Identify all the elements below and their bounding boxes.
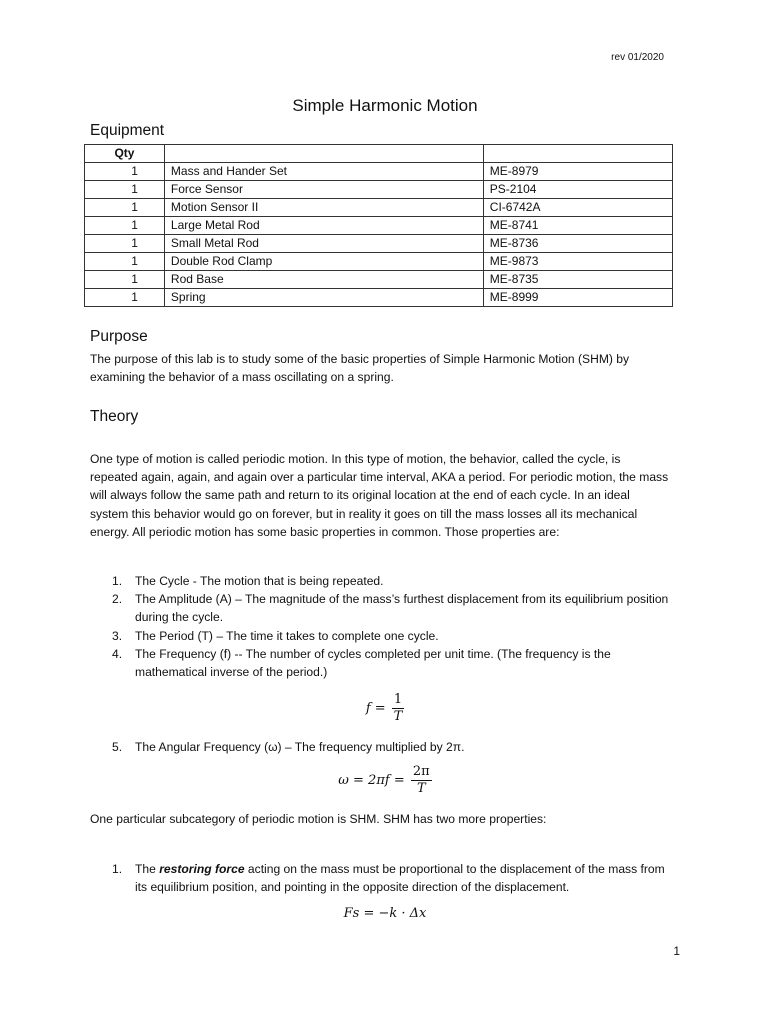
shm-properties-list xyxy=(90,860,670,896)
table-row xyxy=(85,271,673,289)
list-text: The Amplitude (A) – The magnitude of the mass’s furthest displacement from its equilibrium position during the cycle. xyxy=(135,592,669,625)
column-header-qty: Qty xyxy=(85,145,165,163)
document-title: Simple Harmonic Motion xyxy=(292,96,478,115)
part-number-cell: ME-9873 xyxy=(483,253,672,271)
fraction-numerator: 1 xyxy=(393,692,403,707)
list-number: 1. xyxy=(112,862,123,876)
column-header-name xyxy=(164,145,483,163)
equipment-heading: Equipment xyxy=(90,122,165,139)
emphasized-term: restoring force xyxy=(159,862,245,876)
list-number: 2. xyxy=(112,592,123,607)
qty-cell: 1 xyxy=(85,181,165,199)
frequency-equation xyxy=(0,692,770,725)
qty-cell: 1 xyxy=(85,271,165,289)
list-text: The Frequency (f) -- The number of cycles completed per unit time. (The frequency is the mathematical inverse of the period.) xyxy=(135,646,611,680)
part-number-cell: PS-2104 xyxy=(483,181,672,199)
theory-heading: Theory xyxy=(90,408,139,425)
equation-lhs: ω = 2πf = xyxy=(338,773,405,788)
part-number-cell: ME-8741 xyxy=(483,217,672,235)
equipment-table xyxy=(84,144,673,307)
qty-cell: 1 xyxy=(85,163,165,181)
item-name-cell: Mass and Hander Set xyxy=(164,163,483,181)
fraction xyxy=(392,692,404,725)
part-number-cell: ME-8736 xyxy=(483,235,672,253)
qty-cell: 1 xyxy=(85,289,165,307)
list-text-prefix: The xyxy=(135,862,160,876)
part-number-cell: ME-8735 xyxy=(483,271,672,289)
table-header-row xyxy=(85,145,673,163)
list-text-suffix: acting on the mass must be proportional to the displacement of the mass from its equilibrium position, and pointing in the opposite direction of the displacement. xyxy=(135,862,665,895)
list-item xyxy=(90,738,670,756)
theory-intro-paragraph: One type of motion is called periodic motion. In this type of motion, the behavior, called the cycle, is repeated again, again, and again over a particular time interval, AKA a period. For periodic motion, the mass will always follow the same path and return to its original location at the end of each cycle. In an ideal system this behavior would go on forever, but in reality it goes on till the mass losses all its mechanical energy. All periodic motion has some basic properties in common. Those properties are: xyxy=(90,452,669,539)
purpose-paragraph: The purpose of this lab is to study some of the basic properties of Simple Harmonic Motion (SHM) by examining the behavior of a mass oscillating on a spring. xyxy=(90,352,630,385)
item-name-cell: Rod Base xyxy=(164,271,483,289)
part-number-cell: ME-8999 xyxy=(483,289,672,307)
list-number: 1. xyxy=(112,574,123,588)
list-item xyxy=(90,645,670,681)
revision-label: rev 01/2020 xyxy=(611,52,664,63)
column-header-part xyxy=(483,145,672,163)
list-text: The Period (T) – The time it takes to complete one cycle. xyxy=(135,628,439,643)
table-row xyxy=(85,217,673,235)
list-item xyxy=(90,860,670,896)
list-number: 5. xyxy=(112,740,123,754)
properties-list xyxy=(90,572,670,681)
restoring-force-equation: Fs = −k · Δx xyxy=(343,906,427,921)
list-item xyxy=(90,590,670,626)
qty-cell: 1 xyxy=(85,253,165,271)
qty-cell: 1 xyxy=(85,199,165,217)
item-name-cell: Large Metal Rod xyxy=(164,217,483,235)
page-number: 1 xyxy=(673,944,680,958)
item-name-cell: Small Metal Rod xyxy=(164,235,483,253)
list-text: The Angular Frequency (ω) – The frequency multiplied by 2π. xyxy=(135,740,465,754)
table-row xyxy=(85,181,673,199)
part-number-cell: CI-6742A xyxy=(483,199,672,217)
table-row xyxy=(85,289,673,307)
shm-intro-paragraph: One particular subcategory of periodic motion is SHM. SHM has two more properties: xyxy=(90,812,547,826)
angular-frequency-equation xyxy=(0,764,770,797)
purpose-heading: Purpose xyxy=(90,328,148,345)
list-number: 4. xyxy=(112,646,123,661)
fraction-denominator: T xyxy=(393,709,403,724)
fraction xyxy=(411,764,432,797)
table-row xyxy=(85,163,673,181)
item-name-cell: Motion Sensor II xyxy=(164,199,483,217)
table-row xyxy=(85,199,673,217)
qty-cell: 1 xyxy=(85,235,165,253)
item-name-cell: Spring xyxy=(164,289,483,307)
equation-lhs: f = xyxy=(365,701,386,716)
list-item xyxy=(90,572,670,590)
part-number-cell: ME-8979 xyxy=(483,163,672,181)
fraction-denominator: T xyxy=(416,781,426,796)
list-text: The Cycle - The motion that is being repeated. xyxy=(135,574,384,588)
list-number: 3. xyxy=(112,628,123,643)
fraction-numerator: 2π xyxy=(412,764,430,779)
table-row xyxy=(85,253,673,271)
list-item xyxy=(90,627,670,645)
properties-list-continued xyxy=(90,738,670,756)
table-row xyxy=(85,235,673,253)
item-name-cell: Double Rod Clamp xyxy=(164,253,483,271)
qty-cell: 1 xyxy=(85,217,165,235)
item-name-cell: Force Sensor xyxy=(164,181,483,199)
